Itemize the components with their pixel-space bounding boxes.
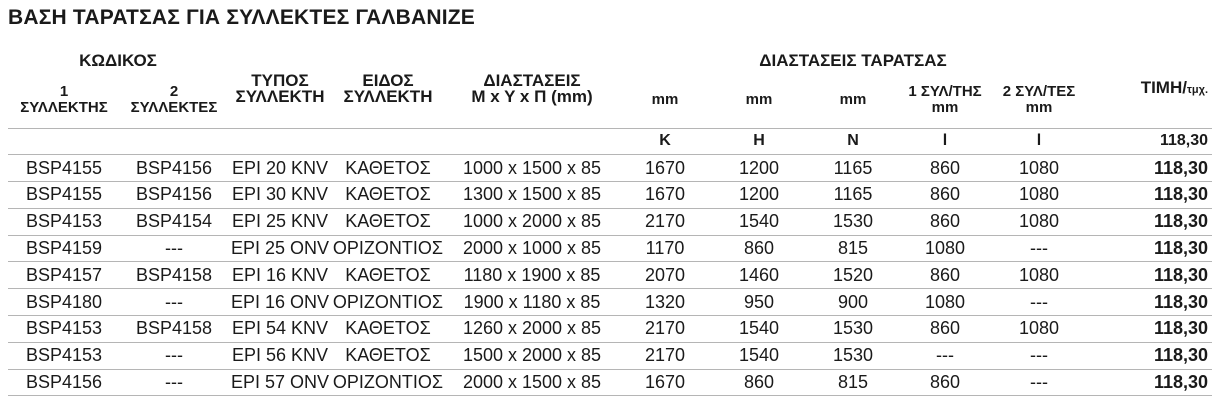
price-header-label: ΤΙΜΗ/ [1140,77,1187,97]
l1-cell: 860 [898,208,992,235]
code2-cell: BSP4154 [120,208,228,235]
l1-cell: 1080 [898,289,992,316]
code2-cell: BSP4158 [120,262,228,289]
l1-cell: 860 [898,369,992,396]
l2-cell: --- [992,289,1086,316]
code1-cell: BSP4156 [8,369,120,396]
code1-cell: BSP4153 [8,316,120,343]
k-cell: 1670 [620,155,710,182]
kind-cell: ΚΑΘΕΤΟΣ [332,262,444,289]
l1-cell: 1080 [898,235,992,262]
l1-cell: 860 [898,316,992,343]
price-cell: 118,30 [1086,235,1212,262]
kind-header-line1: ΕΙΔΟΣ [362,70,414,90]
l1-cell: 860 [898,155,992,182]
type-cell: EPI 25 ONV [228,235,332,262]
price-cell: 118,30 [1086,208,1212,235]
price-cell: 118,30 [1086,316,1212,343]
dimension-letters-row [8,128,1212,155]
table-row [8,369,1212,396]
table-row [8,155,1212,182]
price-cell: 118,30 [1086,155,1212,182]
h-cell: 950 [710,289,808,316]
k-cell: 1670 [620,369,710,396]
n-cell: 1165 [808,182,898,209]
price-table [8,50,1212,396]
l2-cell: --- [992,369,1086,396]
dims-header-line1: ΔΙΑΣΤΑΣΕΙΣ [483,70,581,90]
letter-h: H [710,128,808,155]
table-header [8,50,1212,128]
code1-cell: BSP4155 [8,155,120,182]
letters-empty-cell [332,128,444,155]
table-row [8,235,1212,262]
n-cell: 1165 [808,155,898,182]
code2-cell: --- [120,235,228,262]
dims-cell: 1180 x 1900 x 85 [444,262,620,289]
code1-cell: BSP4155 [8,182,120,209]
letters-empty-cell [444,128,620,155]
type-header [228,50,332,128]
h-cell: 1200 [710,155,808,182]
table-row [8,316,1212,343]
letters-empty-cell [8,128,120,155]
k-cell: 1170 [620,235,710,262]
table-row [8,208,1212,235]
code1-cell: BSP4157 [8,262,120,289]
table-row [8,342,1212,369]
dims-cell: 2000 x 1500 x 85 [444,369,620,396]
codes-group-header: ΚΩΔΙΚΟΣ [79,51,157,70]
price-header-unit: τμχ. [1186,83,1208,96]
code2-header-label: ΣΥΛΛΕΚΤΕΣ [130,98,218,116]
type-header-line1: ΤΥΠΟΣ [251,70,309,90]
l2-cell: 1080 [992,182,1086,209]
dims-header-line2: M x Y x Π (mm) [471,86,593,106]
kind-header [332,50,444,128]
h-cell: 860 [710,369,808,396]
l2-cell: --- [992,235,1086,262]
letter-l1: l [898,128,992,155]
kind-header-line2: ΣΥΛΛΕΚΤΗ [343,86,433,106]
letters-price: 118,30 [1086,128,1212,155]
letter-l2: l [992,128,1086,155]
n-cell: 1530 [808,342,898,369]
n-cell: 815 [808,235,898,262]
l1-cell: 860 [898,262,992,289]
code1-cell: BSP4180 [8,289,120,316]
n-cell: 815 [808,369,898,396]
l1-header-line2: mm [931,98,959,116]
letter-k: K [620,128,710,155]
h-cell: 1460 [710,262,808,289]
kind-cell: ΚΑΘΕΤΟΣ [332,182,444,209]
page-title: ΒΑΣΗ ΤΑΡΑΤΣΑΣ ΓΙΑ ΣΥΛΛΕΚΤΕΣ ΓΑΛΒΑΝΙΖΕ [8,6,475,29]
code1-header [8,72,120,128]
letters-empty-cell [228,128,332,155]
l2-header-line2: mm [1025,98,1053,116]
l1-header-line1: 1 ΣΥΛ/ΤΗΣ [908,82,982,100]
type-cell: EPI 25 KNV [228,208,332,235]
letters-empty-cell [120,128,228,155]
terrace-group-header: ΔΙΑΣΤΑΣΕΙΣ ΤΑΡΑΤΣΑΣ [759,51,947,70]
k-unit-header: mm [651,90,679,108]
price-header [1086,50,1212,128]
type-cell: EPI 16 KNV [228,262,332,289]
k-cell: 2070 [620,262,710,289]
l1-header [898,72,992,128]
h-cell: 1540 [710,342,808,369]
code1-cell: BSP4153 [8,342,120,369]
code2-header [120,72,228,128]
dims-cell: 1000 x 2000 x 85 [444,208,620,235]
l2-cell: 1080 [992,208,1086,235]
price-cell: 118,30 [1086,182,1212,209]
type-cell: EPI 54 KNV [228,316,332,343]
kind-cell: ΟΡΙΖΟΝΤΙΟΣ [332,235,444,262]
code2-cell: BSP4158 [120,316,228,343]
code2-cell: BSP4156 [120,182,228,209]
kind-cell: ΚΑΘΕΤΟΣ [332,155,444,182]
n-cell: 1520 [808,262,898,289]
kind-cell: ΟΡΙΖΟΝΤΙΟΣ [332,289,444,316]
h-unit-header: mm [745,90,773,108]
code1-header-num: 1 [59,82,69,100]
dims-cell: 1300 x 1500 x 85 [444,182,620,209]
l2-cell: 1080 [992,316,1086,343]
price-cell: 118,30 [1086,262,1212,289]
dims-header [444,50,620,128]
l2-cell: 1080 [992,155,1086,182]
kind-cell: ΚΑΘΕΤΟΣ [332,208,444,235]
n-cell: 1530 [808,316,898,343]
table-row [8,262,1212,289]
type-header-line2: ΣΥΛΛΕΚΤΗ [235,86,325,106]
k-cell: 2170 [620,342,710,369]
code2-header-num: 2 [169,82,179,100]
k-cell: 2170 [620,208,710,235]
kind-cell: ΟΡΙΖΟΝΤΙΟΣ [332,369,444,396]
dims-cell: 1900 x 1180 x 85 [444,289,620,316]
code1-header-label: ΣΥΛΛΕΚΤΗΣ [20,98,108,116]
code1-cell: BSP4159 [8,235,120,262]
price-cell: 118,30 [1086,369,1212,396]
price-cell: 118,30 [1086,342,1212,369]
dims-cell: 1000 x 1500 x 85 [444,155,620,182]
l2-cell: --- [992,342,1086,369]
dims-cell: 1260 x 2000 x 85 [444,316,620,343]
type-cell: EPI 30 KNV [228,182,332,209]
l1-cell: 860 [898,182,992,209]
kind-cell: ΚΑΘΕΤΟΣ [332,316,444,343]
type-cell: EPI 20 KNV [228,155,332,182]
table-row [8,182,1212,209]
code2-cell: --- [120,289,228,316]
h-cell: 1540 [710,208,808,235]
type-cell: EPI 16 ONV [228,289,332,316]
n-unit-header: mm [839,90,867,108]
type-cell: EPI 56 KNV [228,342,332,369]
l2-cell: 1080 [992,262,1086,289]
table-body [8,128,1212,396]
k-cell: 1320 [620,289,710,316]
k-cell: 2170 [620,316,710,343]
table-row [8,289,1212,316]
n-cell: 900 [808,289,898,316]
dims-cell: 1500 x 2000 x 85 [444,342,620,369]
dims-cell: 2000 x 1000 x 85 [444,235,620,262]
h-cell: 1200 [710,182,808,209]
k-cell: 1670 [620,182,710,209]
code2-cell: --- [120,342,228,369]
l2-header [992,72,1086,128]
letter-n: N [808,128,898,155]
l2-header-line1: 2 ΣΥΛ/ΤΕΣ [1002,82,1076,100]
kind-cell: ΚΑΘΕΤΟΣ [332,342,444,369]
price-cell: 118,30 [1086,289,1212,316]
l1-cell: --- [898,342,992,369]
type-cell: EPI 57 ONV [228,369,332,396]
code2-cell: BSP4156 [120,155,228,182]
h-cell: 860 [710,235,808,262]
h-cell: 1540 [710,316,808,343]
code2-cell: --- [120,369,228,396]
code1-cell: BSP4153 [8,208,120,235]
n-cell: 1530 [808,208,898,235]
